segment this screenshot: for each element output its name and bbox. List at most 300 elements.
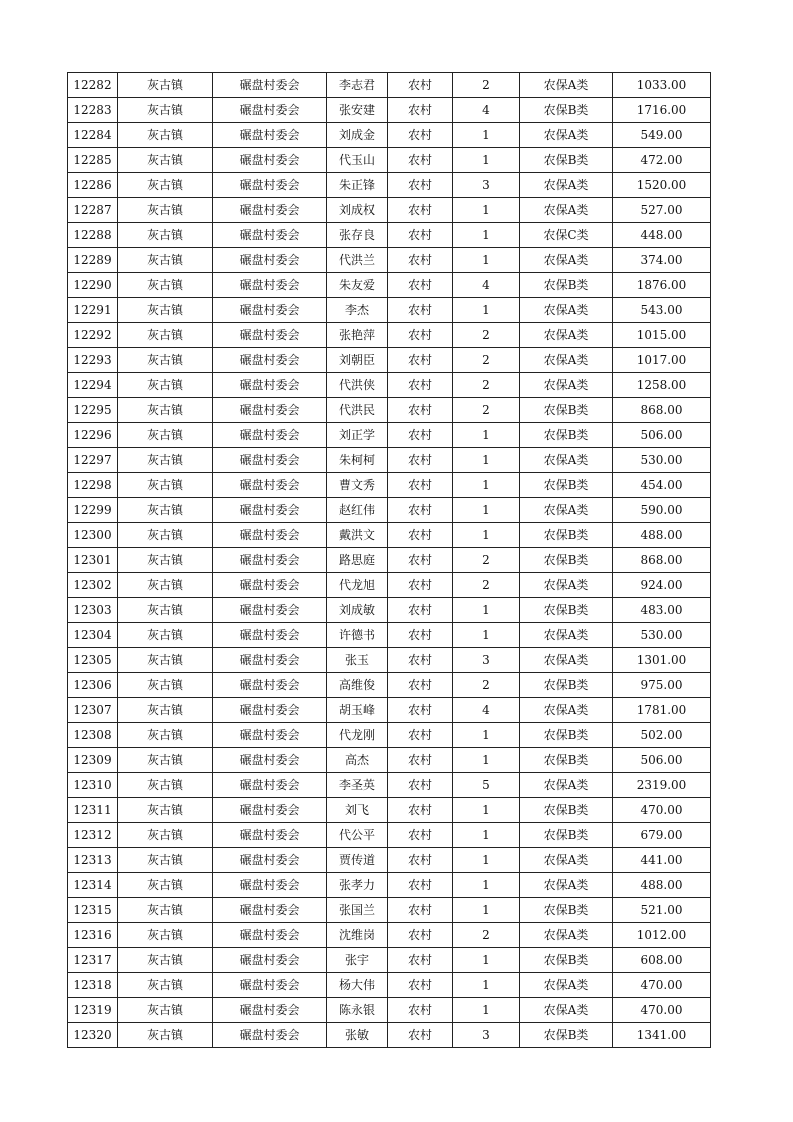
- cell-village: 碾盘村委会: [213, 1023, 327, 1048]
- cell-town: 灰古镇: [118, 648, 213, 673]
- cell-category: 农保B类: [520, 398, 613, 423]
- cell-area: 农村: [388, 298, 453, 323]
- cell-town: 灰古镇: [118, 823, 213, 848]
- cell-town: 灰古镇: [118, 298, 213, 323]
- cell-village: 碾盘村委会: [213, 973, 327, 998]
- cell-town: 灰古镇: [118, 273, 213, 298]
- cell-town: 灰古镇: [118, 673, 213, 698]
- table-row: [68, 498, 711, 523]
- cell-name: 杨大伟: [327, 973, 388, 998]
- cell-name: 胡玉峰: [327, 698, 388, 723]
- cell-category: 农保B类: [520, 598, 613, 623]
- cell-category: 农保A类: [520, 923, 613, 948]
- cell-id: 12314: [68, 873, 118, 898]
- cell-town: 灰古镇: [118, 73, 213, 98]
- cell-area: 农村: [388, 273, 453, 298]
- cell-name: 刘成敏: [327, 598, 388, 623]
- cell-name: 李圣英: [327, 773, 388, 798]
- cell-count: 2: [453, 923, 520, 948]
- cell-amount: 1012.00: [613, 923, 711, 948]
- cell-category: 农保B类: [520, 898, 613, 923]
- cell-area: 农村: [388, 798, 453, 823]
- table-row: [68, 448, 711, 473]
- cell-count: 4: [453, 273, 520, 298]
- cell-town: 灰古镇: [118, 448, 213, 473]
- cell-area: 农村: [388, 498, 453, 523]
- cell-count: 4: [453, 98, 520, 123]
- table-row: [68, 698, 711, 723]
- cell-area: 农村: [388, 323, 453, 348]
- cell-town: 灰古镇: [118, 748, 213, 773]
- cell-amount: 549.00: [613, 123, 711, 148]
- cell-village: 碾盘村委会: [213, 348, 327, 373]
- cell-village: 碾盘村委会: [213, 448, 327, 473]
- cell-category: 农保A类: [520, 323, 613, 348]
- cell-amount: 1017.00: [613, 348, 711, 373]
- cell-count: 1: [453, 148, 520, 173]
- table-row: [68, 348, 711, 373]
- cell-town: 灰古镇: [118, 698, 213, 723]
- cell-area: 农村: [388, 423, 453, 448]
- table-row: [68, 648, 711, 673]
- cell-id: 12290: [68, 273, 118, 298]
- cell-name: 李杰: [327, 298, 388, 323]
- cell-name: 张玉: [327, 648, 388, 673]
- cell-village: 碾盘村委会: [213, 873, 327, 898]
- cell-area: 农村: [388, 748, 453, 773]
- cell-category: 农保A类: [520, 198, 613, 223]
- cell-town: 灰古镇: [118, 498, 213, 523]
- cell-area: 农村: [388, 873, 453, 898]
- table-row: [68, 73, 711, 98]
- cell-id: 12318: [68, 973, 118, 998]
- cell-amount: 470.00: [613, 998, 711, 1023]
- cell-village: 碾盘村委会: [213, 798, 327, 823]
- cell-amount: 1341.00: [613, 1023, 711, 1048]
- table-row: [68, 473, 711, 498]
- cell-amount: 472.00: [613, 148, 711, 173]
- table-row: [68, 123, 711, 148]
- table-row: [68, 298, 711, 323]
- cell-id: 12287: [68, 198, 118, 223]
- table-row: [68, 673, 711, 698]
- table-row: [68, 973, 711, 998]
- cell-town: 灰古镇: [118, 373, 213, 398]
- table-row: [68, 198, 711, 223]
- cell-town: 灰古镇: [118, 973, 213, 998]
- table-row: [68, 523, 711, 548]
- cell-id: 12288: [68, 223, 118, 248]
- cell-count: 3: [453, 173, 520, 198]
- cell-category: 农保A类: [520, 73, 613, 98]
- cell-category: 农保B类: [520, 748, 613, 773]
- cell-id: 12312: [68, 823, 118, 848]
- table-row: [68, 173, 711, 198]
- cell-village: 碾盘村委会: [213, 998, 327, 1023]
- cell-town: 灰古镇: [118, 473, 213, 498]
- cell-name: 代玉山: [327, 148, 388, 173]
- cell-name: 刘成金: [327, 123, 388, 148]
- cell-category: 农保A类: [520, 873, 613, 898]
- cell-count: 1: [453, 898, 520, 923]
- cell-village: 碾盘村委会: [213, 598, 327, 623]
- cell-village: 碾盘村委会: [213, 723, 327, 748]
- cell-category: 农保A类: [520, 773, 613, 798]
- cell-category: 农保B类: [520, 1023, 613, 1048]
- cell-village: 碾盘村委会: [213, 248, 327, 273]
- cell-town: 灰古镇: [118, 773, 213, 798]
- cell-town: 灰古镇: [118, 248, 213, 273]
- cell-town: 灰古镇: [118, 523, 213, 548]
- table-row: [68, 273, 711, 298]
- cell-name: 刘正学: [327, 423, 388, 448]
- cell-name: 张国兰: [327, 898, 388, 923]
- cell-id: 12283: [68, 98, 118, 123]
- cell-category: 农保A类: [520, 573, 613, 598]
- cell-count: 1: [453, 748, 520, 773]
- cell-count: 2: [453, 673, 520, 698]
- cell-id: 12297: [68, 448, 118, 473]
- cell-name: 张敏: [327, 1023, 388, 1048]
- cell-amount: 1781.00: [613, 698, 711, 723]
- cell-category: 农保A类: [520, 373, 613, 398]
- cell-amount: 1301.00: [613, 648, 711, 673]
- cell-name: 贾传道: [327, 848, 388, 873]
- cell-id: 12316: [68, 923, 118, 948]
- cell-town: 灰古镇: [118, 723, 213, 748]
- cell-name: 李志君: [327, 73, 388, 98]
- cell-amount: 868.00: [613, 398, 711, 423]
- cell-village: 碾盘村委会: [213, 573, 327, 598]
- cell-id: 12291: [68, 298, 118, 323]
- cell-id: 12284: [68, 123, 118, 148]
- table-row: [68, 598, 711, 623]
- cell-id: 12308: [68, 723, 118, 748]
- cell-category: 农保B类: [520, 548, 613, 573]
- cell-category: 农保A类: [520, 498, 613, 523]
- cell-amount: 483.00: [613, 598, 711, 623]
- cell-count: 1: [453, 798, 520, 823]
- table-row: [68, 398, 711, 423]
- table-row: [68, 623, 711, 648]
- cell-count: 1: [453, 248, 520, 273]
- cell-village: 碾盘村委会: [213, 748, 327, 773]
- cell-amount: 521.00: [613, 898, 711, 923]
- cell-count: 2: [453, 398, 520, 423]
- cell-area: 农村: [388, 398, 453, 423]
- cell-area: 农村: [388, 198, 453, 223]
- cell-id: 12296: [68, 423, 118, 448]
- cell-count: 1: [453, 723, 520, 748]
- cell-area: 农村: [388, 73, 453, 98]
- cell-name: 曹文秀: [327, 473, 388, 498]
- cell-id: 12293: [68, 348, 118, 373]
- cell-amount: 2319.00: [613, 773, 711, 798]
- cell-town: 灰古镇: [118, 173, 213, 198]
- table-row: [68, 773, 711, 798]
- cell-count: 2: [453, 573, 520, 598]
- cell-village: 碾盘村委会: [213, 198, 327, 223]
- cell-name: 代洪兰: [327, 248, 388, 273]
- cell-area: 农村: [388, 173, 453, 198]
- cell-amount: 1033.00: [613, 73, 711, 98]
- cell-town: 灰古镇: [118, 848, 213, 873]
- cell-amount: 1520.00: [613, 173, 711, 198]
- cell-count: 1: [453, 823, 520, 848]
- cell-area: 农村: [388, 123, 453, 148]
- cell-amount: 1258.00: [613, 373, 711, 398]
- table-row: [68, 898, 711, 923]
- cell-village: 碾盘村委会: [213, 848, 327, 873]
- cell-area: 农村: [388, 948, 453, 973]
- cell-town: 灰古镇: [118, 1023, 213, 1048]
- cell-id: 12317: [68, 948, 118, 973]
- table-row: [68, 848, 711, 873]
- cell-count: 3: [453, 1023, 520, 1048]
- cell-amount: 1015.00: [613, 323, 711, 348]
- cell-amount: 868.00: [613, 548, 711, 573]
- cell-area: 农村: [388, 223, 453, 248]
- cell-category: 农保B类: [520, 723, 613, 748]
- cell-count: 2: [453, 373, 520, 398]
- cell-count: 1: [453, 598, 520, 623]
- cell-village: 碾盘村委会: [213, 473, 327, 498]
- cell-amount: 506.00: [613, 748, 711, 773]
- cell-area: 农村: [388, 448, 453, 473]
- cell-town: 灰古镇: [118, 198, 213, 223]
- table-row: [68, 373, 711, 398]
- cell-id: 12313: [68, 848, 118, 873]
- table-row: [68, 798, 711, 823]
- cell-count: 4: [453, 698, 520, 723]
- cell-id: 12309: [68, 748, 118, 773]
- cell-name: 代龙旭: [327, 573, 388, 598]
- cell-amount: 470.00: [613, 973, 711, 998]
- cell-amount: 527.00: [613, 198, 711, 223]
- cell-category: 农保B类: [520, 473, 613, 498]
- cell-village: 碾盘村委会: [213, 323, 327, 348]
- cell-name: 高维俊: [327, 673, 388, 698]
- cell-village: 碾盘村委会: [213, 98, 327, 123]
- cell-village: 碾盘村委会: [213, 698, 327, 723]
- cell-area: 农村: [388, 348, 453, 373]
- cell-id: 12319: [68, 998, 118, 1023]
- cell-village: 碾盘村委会: [213, 398, 327, 423]
- cell-id: 12310: [68, 773, 118, 798]
- cell-count: 1: [453, 473, 520, 498]
- cell-name: 张存良: [327, 223, 388, 248]
- cell-village: 碾盘村委会: [213, 898, 327, 923]
- cell-id: 12301: [68, 548, 118, 573]
- cell-category: 农保A类: [520, 173, 613, 198]
- cell-name: 刘飞: [327, 798, 388, 823]
- cell-count: 1: [453, 223, 520, 248]
- cell-village: 碾盘村委会: [213, 823, 327, 848]
- cell-village: 碾盘村委会: [213, 623, 327, 648]
- cell-village: 碾盘村委会: [213, 123, 327, 148]
- cell-count: 5: [453, 773, 520, 798]
- cell-count: 2: [453, 323, 520, 348]
- records-table: [67, 72, 711, 1048]
- cell-village: 碾盘村委会: [213, 223, 327, 248]
- cell-id: 12302: [68, 573, 118, 598]
- table-row: [68, 998, 711, 1023]
- cell-amount: 1716.00: [613, 98, 711, 123]
- cell-amount: 543.00: [613, 298, 711, 323]
- cell-category: 农保B类: [520, 673, 613, 698]
- cell-name: 代洪民: [327, 398, 388, 423]
- cell-area: 农村: [388, 773, 453, 798]
- cell-amount: 488.00: [613, 873, 711, 898]
- cell-name: 朱正锋: [327, 173, 388, 198]
- cell-amount: 502.00: [613, 723, 711, 748]
- cell-name: 陈永银: [327, 998, 388, 1023]
- cell-village: 碾盘村委会: [213, 73, 327, 98]
- cell-id: 12298: [68, 473, 118, 498]
- cell-village: 碾盘村委会: [213, 648, 327, 673]
- cell-id: 12295: [68, 398, 118, 423]
- cell-amount: 975.00: [613, 673, 711, 698]
- cell-town: 灰古镇: [118, 398, 213, 423]
- cell-town: 灰古镇: [118, 923, 213, 948]
- cell-amount: 506.00: [613, 423, 711, 448]
- cell-name: 沈维岗: [327, 923, 388, 948]
- cell-area: 农村: [388, 623, 453, 648]
- cell-village: 碾盘村委会: [213, 498, 327, 523]
- cell-amount: 590.00: [613, 498, 711, 523]
- cell-town: 灰古镇: [118, 348, 213, 373]
- table-row: [68, 323, 711, 348]
- cell-area: 农村: [388, 648, 453, 673]
- cell-category: 农保A类: [520, 123, 613, 148]
- cell-category: 农保A类: [520, 448, 613, 473]
- cell-name: 代龙刚: [327, 723, 388, 748]
- cell-amount: 448.00: [613, 223, 711, 248]
- cell-area: 农村: [388, 523, 453, 548]
- cell-name: 路思庭: [327, 548, 388, 573]
- cell-amount: 530.00: [613, 623, 711, 648]
- cell-count: 1: [453, 198, 520, 223]
- table-row: [68, 98, 711, 123]
- cell-id: 12311: [68, 798, 118, 823]
- cell-name: 刘成权: [327, 198, 388, 223]
- cell-count: 1: [453, 498, 520, 523]
- cell-count: 1: [453, 948, 520, 973]
- cell-town: 灰古镇: [118, 123, 213, 148]
- cell-category: 农保A类: [520, 973, 613, 998]
- cell-category: 农保A类: [520, 298, 613, 323]
- cell-category: 农保A类: [520, 698, 613, 723]
- cell-amount: 488.00: [613, 523, 711, 548]
- cell-category: 农保A类: [520, 623, 613, 648]
- cell-count: 3: [453, 648, 520, 673]
- cell-village: 碾盘村委会: [213, 773, 327, 798]
- cell-id: 12304: [68, 623, 118, 648]
- cell-category: 农保B类: [520, 273, 613, 298]
- cell-name: 朱友爱: [327, 273, 388, 298]
- cell-category: 农保B类: [520, 148, 613, 173]
- cell-name: 高杰: [327, 748, 388, 773]
- cell-name: 赵红伟: [327, 498, 388, 523]
- cell-name: 张宇: [327, 948, 388, 973]
- cell-town: 灰古镇: [118, 623, 213, 648]
- table-row: [68, 148, 711, 173]
- table-row: [68, 573, 711, 598]
- cell-name: 戴洪文: [327, 523, 388, 548]
- cell-town: 灰古镇: [118, 548, 213, 573]
- cell-area: 农村: [388, 598, 453, 623]
- cell-count: 1: [453, 623, 520, 648]
- cell-id: 12315: [68, 898, 118, 923]
- cell-category: 农保B类: [520, 98, 613, 123]
- cell-amount: 441.00: [613, 848, 711, 873]
- cell-count: 1: [453, 423, 520, 448]
- cell-count: 2: [453, 73, 520, 98]
- cell-name: 张安建: [327, 98, 388, 123]
- cell-area: 农村: [388, 723, 453, 748]
- cell-count: 1: [453, 973, 520, 998]
- cell-category: 农保A类: [520, 648, 613, 673]
- cell-village: 碾盘村委会: [213, 673, 327, 698]
- cell-count: 2: [453, 348, 520, 373]
- cell-id: 12282: [68, 73, 118, 98]
- cell-count: 1: [453, 298, 520, 323]
- table-row: [68, 748, 711, 773]
- table-row: [68, 548, 711, 573]
- cell-id: 12320: [68, 1023, 118, 1048]
- cell-area: 农村: [388, 823, 453, 848]
- cell-count: 1: [453, 998, 520, 1023]
- cell-amount: 679.00: [613, 823, 711, 848]
- cell-count: 1: [453, 448, 520, 473]
- cell-id: 12292: [68, 323, 118, 348]
- table-row: [68, 1023, 711, 1048]
- cell-id: 12300: [68, 523, 118, 548]
- cell-id: 12305: [68, 648, 118, 673]
- cell-amount: 530.00: [613, 448, 711, 473]
- cell-village: 碾盘村委会: [213, 373, 327, 398]
- cell-amount: 374.00: [613, 248, 711, 273]
- table-row: [68, 948, 711, 973]
- cell-category: 农保B类: [520, 423, 613, 448]
- cell-area: 农村: [388, 998, 453, 1023]
- cell-town: 灰古镇: [118, 223, 213, 248]
- cell-category: 农保A类: [520, 248, 613, 273]
- cell-town: 灰古镇: [118, 948, 213, 973]
- cell-name: 代洪侠: [327, 373, 388, 398]
- cell-count: 1: [453, 848, 520, 873]
- cell-count: 1: [453, 123, 520, 148]
- cell-name: 刘朝臣: [327, 348, 388, 373]
- cell-category: 农保B类: [520, 798, 613, 823]
- cell-village: 碾盘村委会: [213, 148, 327, 173]
- cell-village: 碾盘村委会: [213, 548, 327, 573]
- cell-id: 12285: [68, 148, 118, 173]
- cell-area: 农村: [388, 898, 453, 923]
- cell-area: 农村: [388, 148, 453, 173]
- cell-area: 农村: [388, 673, 453, 698]
- cell-count: 1: [453, 523, 520, 548]
- cell-category: 农保A类: [520, 848, 613, 873]
- cell-count: 2: [453, 548, 520, 573]
- table-row: [68, 423, 711, 448]
- cell-category: 农保B类: [520, 948, 613, 973]
- cell-town: 灰古镇: [118, 148, 213, 173]
- cell-town: 灰古镇: [118, 98, 213, 123]
- cell-village: 碾盘村委会: [213, 423, 327, 448]
- cell-town: 灰古镇: [118, 798, 213, 823]
- cell-town: 灰古镇: [118, 323, 213, 348]
